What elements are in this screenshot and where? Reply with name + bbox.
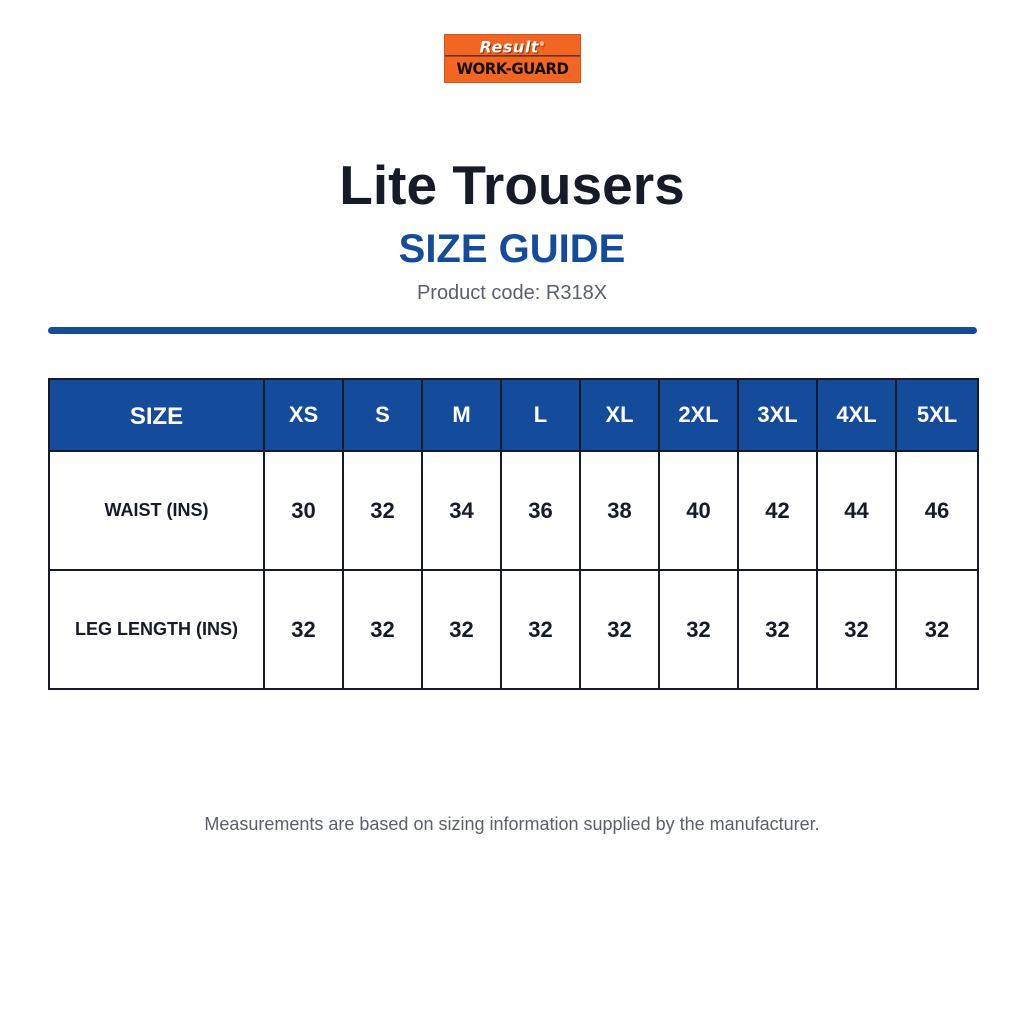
table-cell: 32	[343, 451, 422, 570]
table-cell: 42	[738, 451, 817, 570]
size-header-cell: 5XL	[896, 379, 978, 451]
size-header-cell: S	[343, 379, 422, 451]
size-header-cell: 4XL	[817, 379, 896, 451]
table-row-waist	[49, 451, 978, 570]
table-cell: 44	[817, 451, 896, 570]
brand-logo	[444, 34, 581, 83]
table-cell: 32	[264, 570, 343, 689]
size-header-cell: 3XL	[738, 379, 817, 451]
product-code: Product code: R318X	[416, 282, 608, 304]
table-cell: 32	[896, 570, 978, 689]
table-cell: 32	[422, 570, 501, 689]
page-subtitle: SIZE GUIDE	[398, 227, 626, 271]
size-table	[48, 378, 979, 690]
logo-line2-text: WORK-GUARD	[445, 55, 580, 82]
size-header-cell: XL	[580, 379, 659, 451]
size-header-cell: M	[422, 379, 501, 451]
table-cell: 46	[896, 451, 978, 570]
table-cell: 36	[501, 451, 580, 570]
size-header-cell: L	[501, 379, 580, 451]
table-header-row	[49, 379, 978, 451]
page-title: Lite Trousers	[339, 154, 685, 216]
row-label-leg-length: LEG LENGTH (INS)	[49, 570, 264, 689]
table-row-leg-length	[49, 570, 978, 689]
table-cell: 34	[422, 451, 501, 570]
size-header-cell: 2XL	[659, 379, 738, 451]
table-cell: 40	[659, 451, 738, 570]
table-cell: 32	[659, 570, 738, 689]
table-cell: 32	[343, 570, 422, 689]
size-header-cell: XS	[264, 379, 343, 451]
table-cell: 32	[817, 570, 896, 689]
row-label-waist: WAIST (INS)	[49, 451, 264, 570]
footnote: Measurements are based on sizing information supplied by the manufacturer.	[204, 814, 820, 834]
table-cell: 32	[580, 570, 659, 689]
header-divider	[48, 327, 977, 334]
table-cell: 30	[264, 451, 343, 570]
table-cell: 32	[738, 570, 817, 689]
size-header-label: SIZE	[49, 379, 264, 451]
table-cell: 38	[580, 451, 659, 570]
table-cell: 32	[501, 570, 580, 689]
logo-brand-text: Result®	[479, 37, 546, 57]
